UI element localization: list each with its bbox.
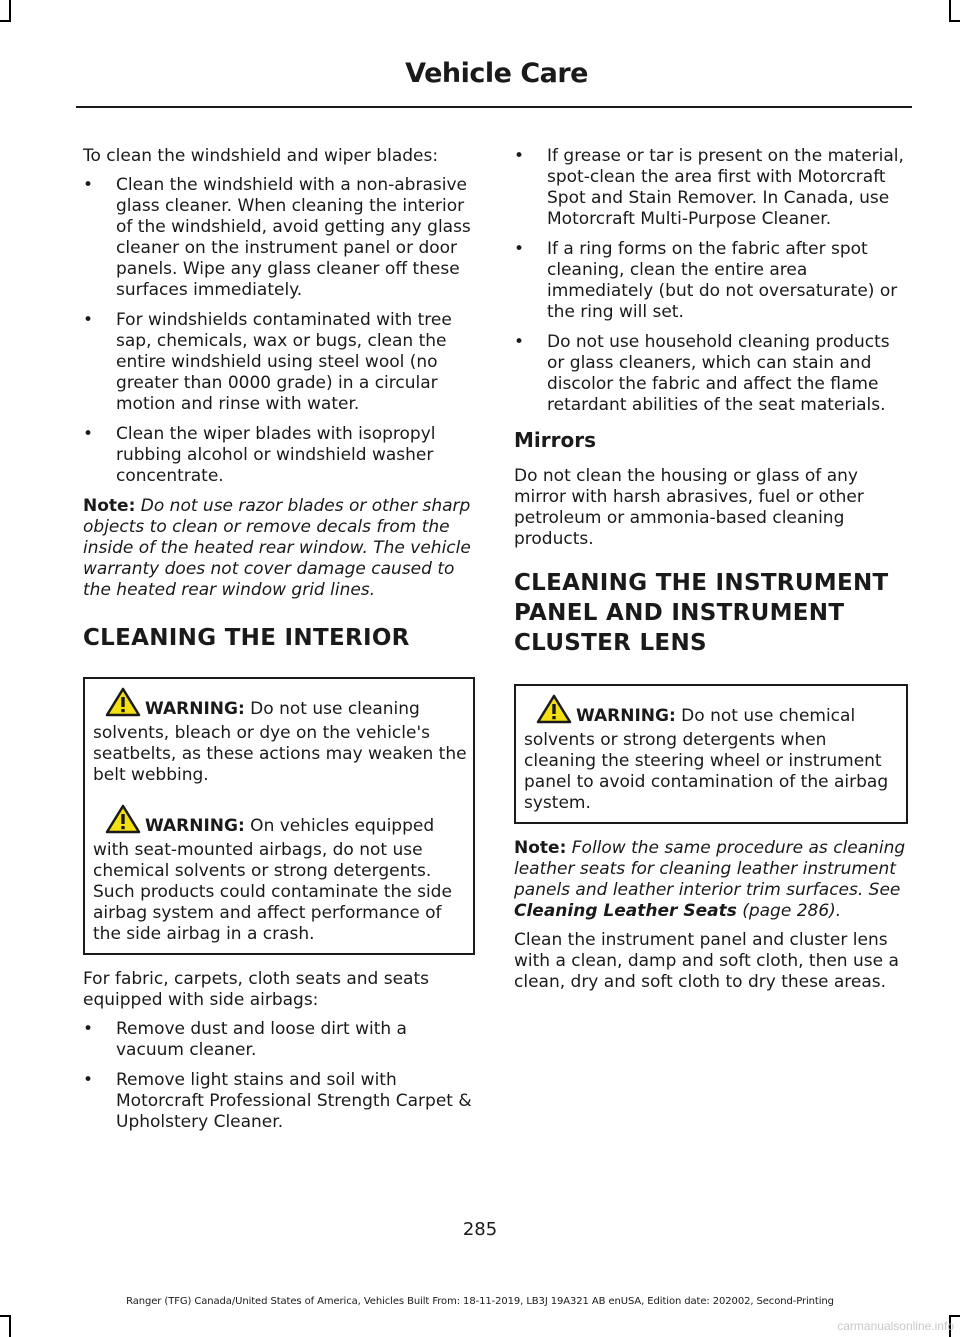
crop-mark [0, 1315, 11, 1317]
crop-mark [9, 0, 11, 20]
bullet-icon: • [83, 1019, 94, 1039]
left-column [83, 146, 475, 1142]
crop-mark [949, 0, 951, 20]
bullet-icon: • [83, 310, 94, 330]
list-item: • For windshields contaminated with tree sap, chemicals, wax or bugs, clean the entire windshield using steel wool (no greater than 0000 grade) in a circular motion and rinse with water. [83, 310, 452, 414]
crop-mark [9, 1317, 11, 1337]
heading-mirrors: Mirrors [514, 428, 596, 452]
bullet-icon: • [83, 1070, 94, 1090]
fabric-list-continued [514, 146, 908, 416]
bullet-icon: • [83, 424, 94, 444]
right-column [514, 146, 908, 1001]
warning-triangle-icon [105, 687, 141, 723]
list-item: • If a ring forms on the fabric after spot cleaning, clean the entire area immediately (but do not oversaturate) or the ring will set. [514, 239, 898, 322]
crop-mark [949, 1315, 960, 1317]
header-divider [76, 106, 912, 108]
windshield-intro: To clean the windshield and wiper blades: [83, 146, 439, 166]
watermark: carmanualsonline.info [837, 1319, 954, 1333]
bullet-icon: • [514, 332, 525, 352]
list-item: • Clean the windshield with a non-abrasive glass cleaner. When cleaning the interior of the windshield, avoid getting any glass cleaner on the instrument panel or door panels. Wipe any glass cleaner off these surfaces immediately. [83, 175, 471, 300]
fabric-intro: For fabric, carpets, cloth seats and seats equipped with side airbags: [83, 969, 429, 1010]
crop-mark [949, 20, 960, 22]
windshield-list [83, 175, 475, 487]
fabric-list [83, 1019, 475, 1133]
warning-box [83, 677, 475, 955]
warning-seatbelts: WARNING: Do not use cleaning solvents, bleach or dye on the vehicle's seatbelts, as these actions may weaken the belt webbing. [93, 687, 467, 786]
footer-edition-info: Ranger (TFG) Canada/United States of America, Vehicles Built From: 18-11-2019, LB3J 19A321 AB enUSA, Edition date: 202002, Second-Printing [126, 1296, 834, 1307]
warning-triangle-icon [536, 694, 572, 730]
list-item: • Do not use household cleaning products or glass cleaners, which can stain and discolor the fabric and affect the flame retardant abilities of the seat materials. [514, 332, 890, 415]
bullet-icon: • [514, 239, 525, 259]
page-title: Vehicle Care [405, 58, 588, 89]
panel-cleaning-text: Clean the instrument panel and cluster lens with a clean, damp and soft cloth, then use a clean, dry and soft cloth to dry these areas. [514, 930, 899, 992]
note-rear-window: Note: Do not use razor blades or other sharp objects to clean or remove decals from the inside of the heated rear window. The vehicle warranty does not cover damage caused to the heated rear window grid lines. [83, 496, 471, 600]
bullet-icon: • [83, 175, 94, 195]
heading-cleaning-instrument-panel: CLEANING THE INSTRUMENT PANEL AND INSTRUMENT CLUSTER LENS [514, 570, 889, 656]
note-leather-panels: Note: Follow the same procedure as cleaning leather seats for cleaning leather instrument panels and leather interior trim surfaces. See Cleaning Leather Seats (page 286). [514, 838, 906, 921]
warning-chemical-solvents: WARNING: Do not use chemical solvents or strong detergents when cleaning the steering wheel or instrument panel to avoid contamination of the airbag system. [524, 694, 900, 814]
list-item: • Remove light stains and soil with Motorcraft Professional Strength Carpet & Upholstery Cleaner. [83, 1070, 472, 1132]
bullet-icon: • [514, 146, 525, 166]
cross-reference-link[interactable]: Cleaning Leather Seats [514, 901, 737, 921]
page-number: 285 [462, 1219, 498, 1240]
list-item: • Remove dust and loose dirt with a vacuum cleaner. [83, 1019, 407, 1060]
warning-triangle-icon [105, 804, 141, 840]
list-item: • Clean the wiper blades with isopropyl rubbing alcohol or windshield washer concentrate. [83, 424, 436, 486]
crop-mark [0, 20, 11, 22]
warning-side-airbags: WARNING: On vehicles equipped with seat-mounted airbags, do not use chemical solvents or strong detergents. Such products could contaminate the side airbag system and affect performance of the side airbag in a crash. [93, 804, 467, 945]
list-item: • If grease or tar is present on the material, spot-clean the area first with Motorcraft Spot and Stain Remover. In Canada, use Motorcraft Multi-Purpose Cleaner. [514, 146, 904, 229]
heading-cleaning-interior: CLEANING THE INTERIOR [83, 625, 410, 651]
mirrors-text: Do not clean the housing or glass of any mirror with harsh abrasives, fuel or other petroleum or ammonia-based cleaning products. [514, 466, 864, 549]
warning-box [514, 684, 908, 824]
